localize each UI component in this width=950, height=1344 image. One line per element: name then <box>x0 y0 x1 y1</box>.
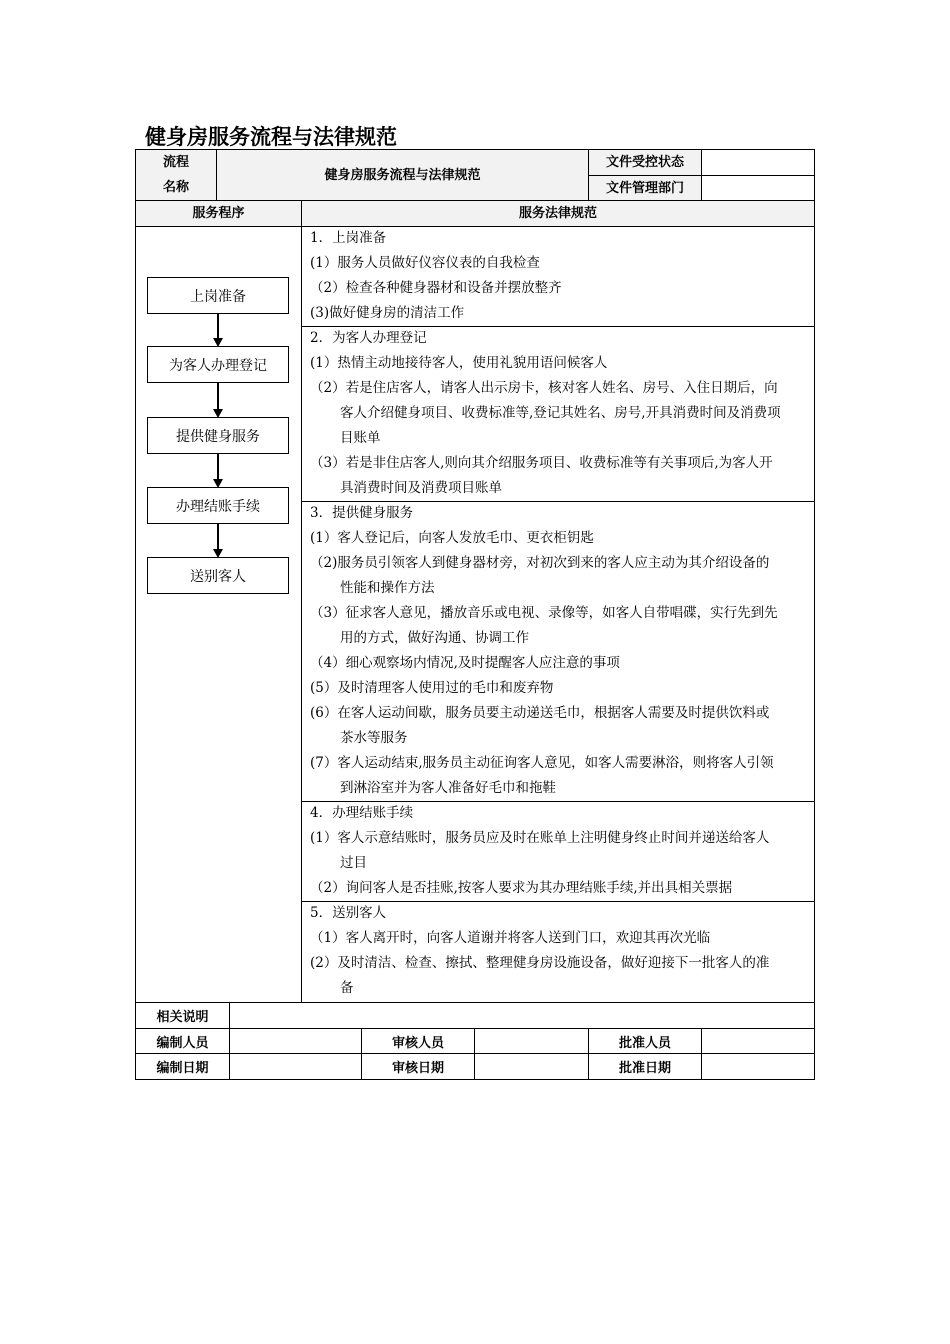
section-line: (6）在客人运动间歇，服务员要主动递送毛巾，根据客人需要及时提供饮料或 <box>310 705 770 721</box>
process-name-label-line2: 名称 <box>162 180 189 195</box>
section-title: 1．上岗准备 <box>310 230 387 246</box>
section-line: 备 <box>340 980 354 996</box>
section-farewell <box>302 901 815 1002</box>
section-service <box>302 501 815 802</box>
process-name-label <box>135 149 217 201</box>
section-line: 到淋浴室并为客人准备好毛巾和拖鞋 <box>340 780 556 796</box>
section-line: （1）客人离开时，向客人道谢并将客人送到门口，欢迎其再次光临 <box>310 930 711 946</box>
compile-date-label: 编制日期 <box>135 1053 230 1080</box>
notes-value <box>229 1002 815 1029</box>
section-line: (1）服务人员做好仪容仪表的自我检查 <box>310 255 540 271</box>
process-name-label-line1: 流程 <box>162 155 189 170</box>
reviewer-label: 审核人员 <box>361 1028 475 1054</box>
section-line: (7）客人运动结束,服务员主动征询客人意见，如客人需要淋浴，则将客人引领 <box>310 755 774 771</box>
compiler-label: 编制人员 <box>135 1028 230 1054</box>
section-line: （4）细心观察场内情况,及时提醒客人应注意的事项 <box>310 655 620 671</box>
section-line: 性能和操作方法 <box>340 580 435 596</box>
flow-step-register: 为客人办理登记 <box>147 346 289 383</box>
section-line: 客人介绍健身项目、收费标准等,登记其姓名、房号,开具消费时间及消费项 <box>340 405 781 421</box>
section-line: （2）若是住店客人，请客人出示房卡，核对客人姓名、房号、入住日期后，向 <box>310 380 778 396</box>
flow-step-service: 提供健身服务 <box>147 417 289 454</box>
flow-arrow <box>217 314 219 338</box>
section-line: (1）热情主动地接待客人，使用礼貌用语问候客人 <box>310 355 608 371</box>
flow-arrow <box>217 383 219 409</box>
section-line: (2）及时清洁、检查、擦拭、整理健身房设施设备，做好迎接下一批客人的准 <box>310 955 770 971</box>
section-line: （2)服务员引领客人到健身器材旁，对初次到来的客人应主动为其介绍设备的 <box>310 555 770 571</box>
column-header-procedure: 服务程序 <box>135 200 302 227</box>
compiler-value <box>229 1028 362 1054</box>
section-title: 3．提供健身服务 <box>310 505 414 521</box>
control-status-label: 文件受控状态 <box>588 149 702 176</box>
notes-label: 相关说明 <box>135 1002 230 1029</box>
section-line: (1）客人登记后，向客人发放毛巾、更衣柜钥匙 <box>310 530 594 546</box>
section-line: (3)做好健身房的清洁工作 <box>310 305 465 321</box>
section-line: （3）若是非住店客人,则向其介绍服务项目、收费标准等有关事项后,为客人开 <box>310 455 773 471</box>
section-title: 5．送别客人 <box>310 905 387 921</box>
flow-step-farewell: 送别客人 <box>147 557 289 594</box>
section-title: 2．为客人办理登记 <box>310 330 427 346</box>
document-title: 健身房服务流程与法律规范 <box>145 125 397 149</box>
section-prepare <box>302 226 815 327</box>
flow-arrow <box>217 524 219 549</box>
approve-date-value <box>701 1053 815 1080</box>
section-title: 4．办理结账手续 <box>310 805 414 821</box>
section-register <box>302 326 815 502</box>
section-line: 用的方式，做好沟通、协调工作 <box>340 630 529 646</box>
flow-step-prepare: 上岗准备 <box>147 277 289 314</box>
reviewer-value <box>474 1028 589 1054</box>
section-line: 过目 <box>340 855 367 871</box>
flow-arrow <box>217 454 219 479</box>
section-checkout <box>302 801 815 902</box>
review-date-value <box>474 1053 589 1080</box>
section-line: 目账单 <box>340 430 381 446</box>
section-line: (5）及时清理客人使用过的毛巾和废弃物 <box>310 680 554 696</box>
approver-value <box>701 1028 815 1054</box>
section-line: （2）询问客人是否挂账,按客人要求为其办理结账手续,并出具相关票据 <box>310 880 733 896</box>
control-status-value <box>701 149 815 176</box>
section-line: (1）客人示意结账时，服务员应及时在账单上注明健身终止时间并递送给客人 <box>310 830 770 846</box>
process-name-value: 健身房服务流程与法律规范 <box>216 149 589 201</box>
section-line: 具消费时间及消费项目账单 <box>340 480 502 496</box>
approve-date-label: 批准日期 <box>588 1053 702 1080</box>
section-line: 茶水等服务 <box>340 730 408 746</box>
section-line: （2）检查各种健身器材和设备并摆放整齐 <box>310 280 562 296</box>
section-line: （3）征求客人意见，播放音乐或电视、录像等，如客人自带唱碟，实行先到先 <box>310 605 778 621</box>
approver-label: 批准人员 <box>588 1028 702 1054</box>
review-date-label: 审核日期 <box>361 1053 475 1080</box>
management-dept-value <box>701 175 815 201</box>
column-header-regulations: 服务法律规范 <box>301 200 815 227</box>
compile-date-value <box>229 1053 362 1080</box>
management-dept-label: 文件管理部门 <box>588 175 702 201</box>
flow-step-checkout: 办理结账手续 <box>147 487 289 524</box>
